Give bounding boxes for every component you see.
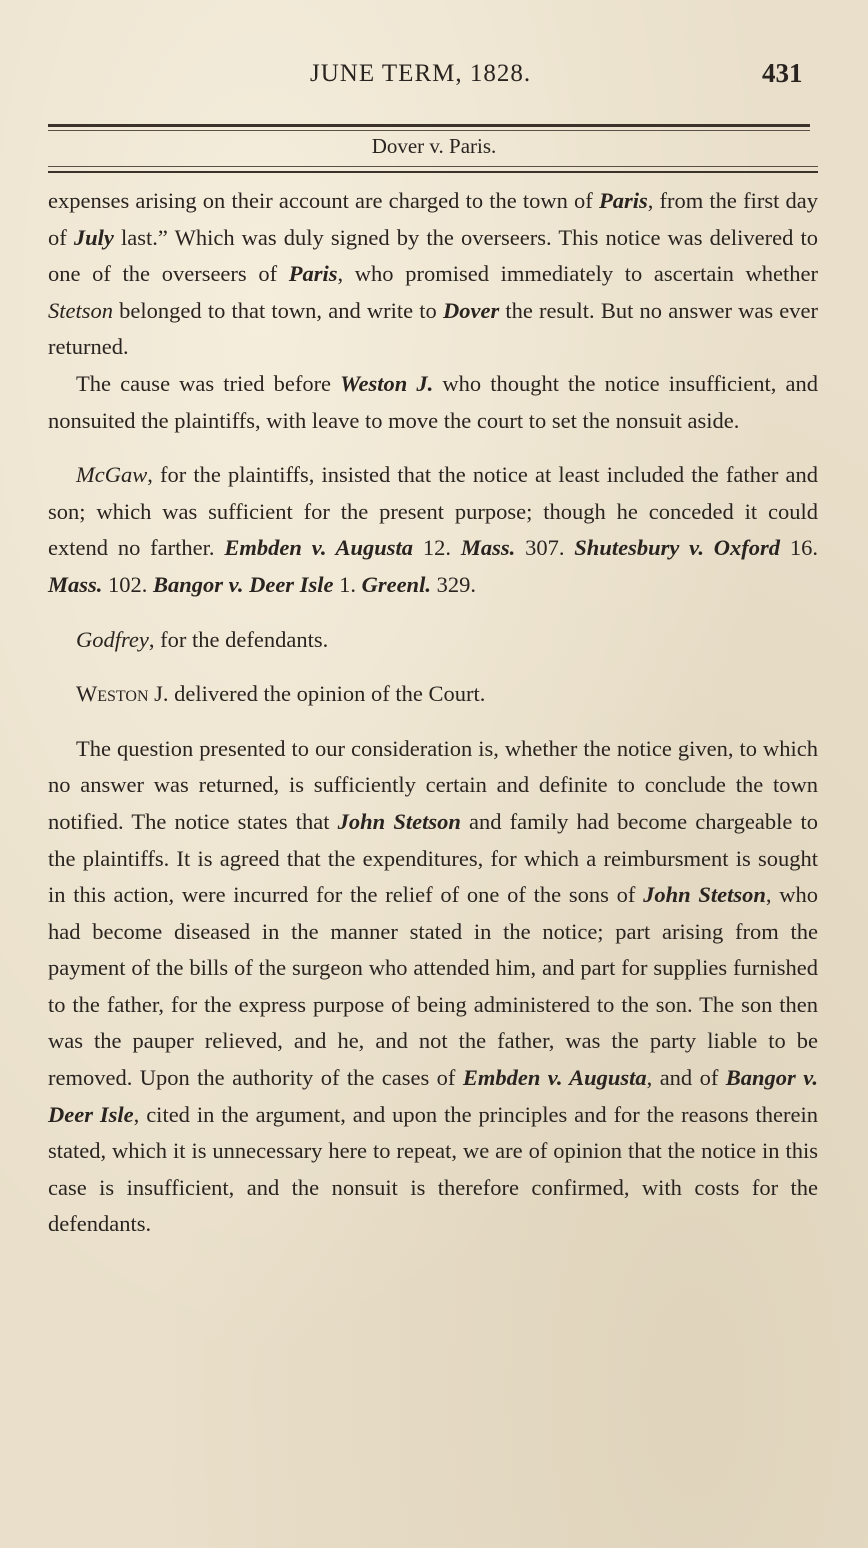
paragraph-opinion-delivered: Weston J. delivered the opinion of the Court. — [76, 681, 486, 707]
paragraph-plaintiff-argument: McGaw, for the plaintiffs, insisted that the notice at least included the father and son; which was sufficient for the present purpose; though he conceded it could extend no farther. Embden v. Augusta 12. Mass. 307. Shutesbury v. Oxford 16. Mass. 102. Bangor v. Deer Isle 1. Greenl. 329. — [48, 462, 819, 597]
header-rule-thin — [48, 130, 810, 131]
case-title — [0, 134, 868, 159]
paragraph-statement-end: expenses arising on their account are charged to the town of Paris, from the first day of July last.” Which was duly signed by the overseers. This notice was delivered to one of the overseers of Paris, who promised immediately to ascertain whether Stetson belonged to that town, and write to Dover the result. But no answer was ever returned. — [48, 188, 819, 360]
paragraph-trial: The cause was tried before Weston J. who thought the notice insufficient, and nonsuited the plaintiffs, with leave to move the court to set the nonsuit aside. — [48, 370, 818, 433]
paragraph-gap — [48, 604, 818, 622]
paragraph-defendant-counsel: Godfrey, for the defendants. — [76, 626, 329, 652]
header-rule-thick — [48, 124, 810, 127]
case-title-rule-thick — [48, 171, 818, 173]
paragraph-gap — [48, 713, 818, 731]
page-number: 431 — [762, 58, 803, 88]
paragraph-gap — [48, 658, 818, 676]
running-head — [0, 58, 868, 98]
case-title-rule-thin — [48, 166, 818, 167]
paragraph-gap — [48, 439, 818, 457]
term-heading: JUNE TERM, 1828. — [310, 60, 532, 87]
body-text — [48, 183, 818, 1243]
paragraph-opinion: The question presented to our consideration is, whether the notice given, to which no answer was returned, is sufficiently certain and definite to conclude the town notified. The notice states that John Stetson and family had become chargeable to the plaintiffs. It is agreed that the expenditures, for which a reimbursment is sought in this action, were incurred for the relief of one of the sons of John Stetson, who had become diseased in the manner stated in the notice; part arising from the payment of the bills of the surgeon who attended him, and part for supplies furnished to the father, for the express purpose of being administered to the son. The son then was the pauper relieved, and he, and not the father, was the party liable to be removed. Upon the authority of the cases of Embden v. Augusta, and of Bangor v. Deer Isle, cited in the argument, and upon the principles and for the reasons therein stated, which it is unnecessary here to repeat, we are of opinion that the notice in this case is insufficient, and the nonsuit is therefore confirmed, with costs for the defendants. — [48, 735, 818, 1237]
case-title-text: Dover v. Paris. — [371, 134, 497, 158]
